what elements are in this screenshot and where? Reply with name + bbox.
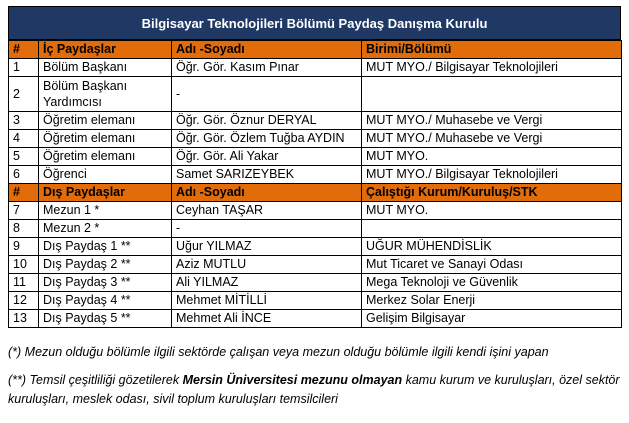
cell-full-name: Uğur YILMAZ <box>172 238 362 256</box>
cell-full-name: Mehmet Ali İNCE <box>172 310 362 328</box>
cell-role: Öğretim elemanı <box>39 148 172 166</box>
cell-role: Dış Paydaş 4 ** <box>39 292 172 310</box>
table-row <box>9 274 622 292</box>
footnote-external-suffix: kamu kurum ve kuruluşları, özel sektör kuruluşları, meslek odası, sivil toplum kuruluşları temsilcileri <box>8 373 620 406</box>
footnote-external-emphasis: Mersin Üniversitesi mezunu olmayan <box>182 373 403 387</box>
header-cell-row-number: # <box>9 41 39 59</box>
committee-table <box>8 40 622 328</box>
header-cell-role: Dış Paydaşlar <box>39 184 172 202</box>
table-title: Bilgisayar Teknolojileri Bölümü Paydaş Danışma Kurulu <box>8 6 621 40</box>
cell-full-name: - <box>172 220 362 238</box>
cell-unit: Merkez Solar Enerji <box>362 292 622 310</box>
table-row <box>9 238 622 256</box>
footnote-external-prefix: (**) Temsil çeşitliliği gözetilerek <box>8 373 183 387</box>
header-cell-role: İç Paydaşlar <box>39 41 172 59</box>
table-row <box>9 292 622 310</box>
cell-full-name: Ali YILMAZ <box>172 274 362 292</box>
cell-row-number: 11 <box>9 274 39 292</box>
cell-full-name: Ceyhan TAŞAR <box>172 202 362 220</box>
cell-full-name: Öğr. Gör. Ali Yakar <box>172 148 362 166</box>
cell-unit: MUT MYO./ Bilgisayar Teknolojileri <box>362 59 622 77</box>
cell-unit: MUT MYO./ Muhasebe ve Vergi <box>362 112 622 130</box>
cell-role: Mezun 1 * <box>39 202 172 220</box>
cell-unit: MUT MYO. <box>362 148 622 166</box>
cell-role: Dış Paydaş 3 ** <box>39 274 172 292</box>
header-cell-full-name: Adı -Soyadı <box>172 184 362 202</box>
cell-row-number: 1 <box>9 59 39 77</box>
cell-row-number: 5 <box>9 148 39 166</box>
cell-unit: Gelişim Bilgisayar <box>362 310 622 328</box>
table-row <box>9 112 622 130</box>
header-cell-unit: Birimi/Bölümü <box>362 41 622 59</box>
cell-full-name: Mehmet MİTİLLİ <box>172 292 362 310</box>
footnote-external <box>8 371 621 409</box>
cell-unit <box>362 220 622 238</box>
cell-full-name: Aziz MUTLU <box>172 256 362 274</box>
cell-row-number: 12 <box>9 292 39 310</box>
cell-role: Mezun 2 * <box>39 220 172 238</box>
cell-row-number: 6 <box>9 166 39 184</box>
cell-full-name: - <box>172 77 362 112</box>
table-row <box>9 256 622 274</box>
header-cell-unit: Çalıştığı Kurum/Kuruluş/STK <box>362 184 622 202</box>
internal-stakeholders-header <box>9 41 622 59</box>
cell-role: Bölüm Başkanı <box>39 59 172 77</box>
cell-role: Dış Paydaş 2 ** <box>39 256 172 274</box>
cell-unit: Mut Ticaret ve Sanayi Odası <box>362 256 622 274</box>
cell-row-number: 10 <box>9 256 39 274</box>
table-row <box>9 59 622 77</box>
cell-role: Öğretim elemanı <box>39 112 172 130</box>
cell-full-name: Öğr. Gör. Kasım Pınar <box>172 59 362 77</box>
cell-full-name: Öğr. Gör. Öznur DERYAL <box>172 112 362 130</box>
cell-full-name: Samet SARIZEYBEK <box>172 166 362 184</box>
cell-row-number: 4 <box>9 130 39 148</box>
cell-row-number: 7 <box>9 202 39 220</box>
table-row <box>9 166 622 184</box>
cell-unit <box>362 77 622 112</box>
cell-unit: Mega Teknoloji ve Güvenlik <box>362 274 622 292</box>
cell-role: Öğrenci <box>39 166 172 184</box>
footnote-graduate: (*) Mezun olduğu bölümle ilgili sektörde çalışan veya mezun olduğu bölümle ilgili kendi işini yapan <box>8 345 549 359</box>
cell-role: Dış Paydaş 5 ** <box>39 310 172 328</box>
cell-row-number: 8 <box>9 220 39 238</box>
cell-role: Bölüm Başkanı Yardımcısı <box>39 77 172 112</box>
cell-row-number: 2 <box>9 77 39 112</box>
header-cell-full-name: Adı -Soyadı <box>172 41 362 59</box>
table-row <box>9 310 622 328</box>
cell-unit: MUT MYO./ Muhasebe ve Vergi <box>362 130 622 148</box>
cell-role: Dış Paydaş 1 ** <box>39 238 172 256</box>
cell-unit: MUT MYO./ Bilgisayar Teknolojileri <box>362 166 622 184</box>
cell-role: Öğretim elemanı <box>39 130 172 148</box>
header-cell-row-number: # <box>9 184 39 202</box>
cell-row-number: 13 <box>9 310 39 328</box>
table-row <box>9 220 622 238</box>
cell-unit: MUT MYO. <box>362 202 622 220</box>
cell-row-number: 9 <box>9 238 39 256</box>
cell-row-number: 3 <box>9 112 39 130</box>
table-row <box>9 202 622 220</box>
cell-full-name: Öğr. Gör. Özlem Tuğba AYDIN <box>172 130 362 148</box>
committee-table-container <box>8 6 621 328</box>
table-row <box>9 130 622 148</box>
table-row <box>9 77 622 112</box>
cell-unit: UĞUR MÜHENDİSLİK <box>362 238 622 256</box>
table-row <box>9 148 622 166</box>
external-stakeholders-header <box>9 184 622 202</box>
